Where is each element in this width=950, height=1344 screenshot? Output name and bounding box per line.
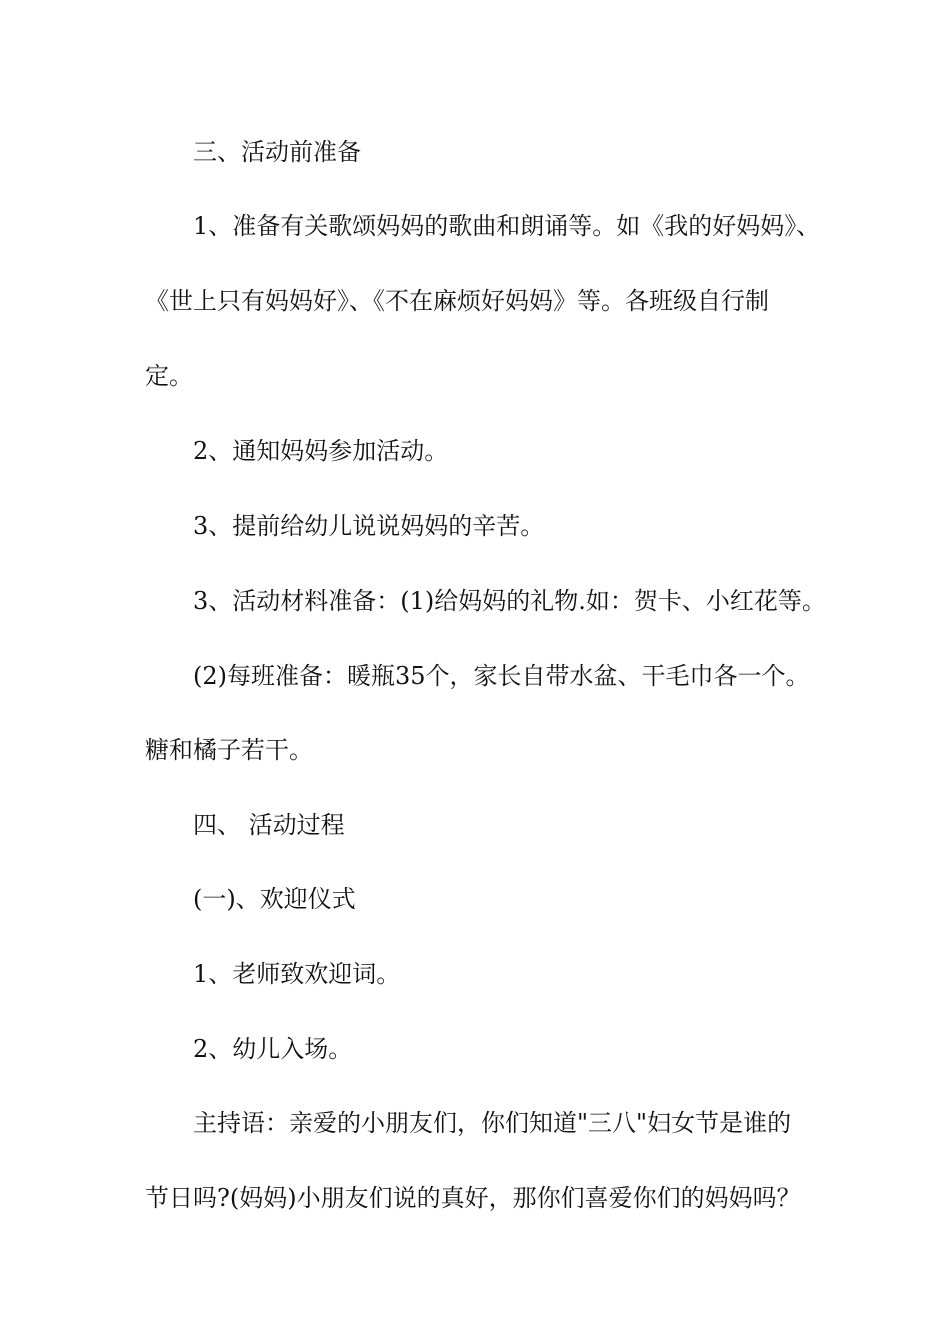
section-heading-process: 四、 活动过程 xyxy=(193,811,345,839)
paragraph-line: 3、活动材料准备：(1)给妈妈的礼物.如：贺卡、小红花等。 xyxy=(193,587,826,615)
paragraph-line: 2、幼儿入场。 xyxy=(193,1035,353,1063)
paragraph-line: 2、通知妈妈参加活动。 xyxy=(193,437,449,465)
paragraph-line: 3、提前给幼儿说说妈妈的辛苦。 xyxy=(193,512,545,540)
paragraph-line: 主持语：亲爱的小朋友们，你们知道"三八"妇女节是谁的 xyxy=(193,1109,792,1137)
paragraph-line: 节日吗?(妈妈)小朋友们说的真好，那你们喜爱你们的妈妈吗？ xyxy=(145,1184,801,1212)
paragraph-line: 《世上只有妈妈好》、《不在麻烦好妈妈》等。各班级自行制 xyxy=(145,287,769,315)
subsection-heading-welcome: (一)、欢迎仪式 xyxy=(193,885,356,913)
paragraph-line: 糖和橘子若干。 xyxy=(145,736,313,764)
paragraph-line: (2)每班准备：暖瓶35个，家长自带水盆、干毛巾各一个。 xyxy=(193,662,810,690)
paragraph-line: 1、准备有关歌颂妈妈的歌曲和朗诵等。如《我的好妈妈》、 xyxy=(193,212,821,240)
section-heading-preparation: 三、活动前准备 xyxy=(193,138,361,166)
paragraph-line: 定。 xyxy=(145,362,193,390)
paragraph-line: 1、老师致欢迎词。 xyxy=(193,960,401,988)
